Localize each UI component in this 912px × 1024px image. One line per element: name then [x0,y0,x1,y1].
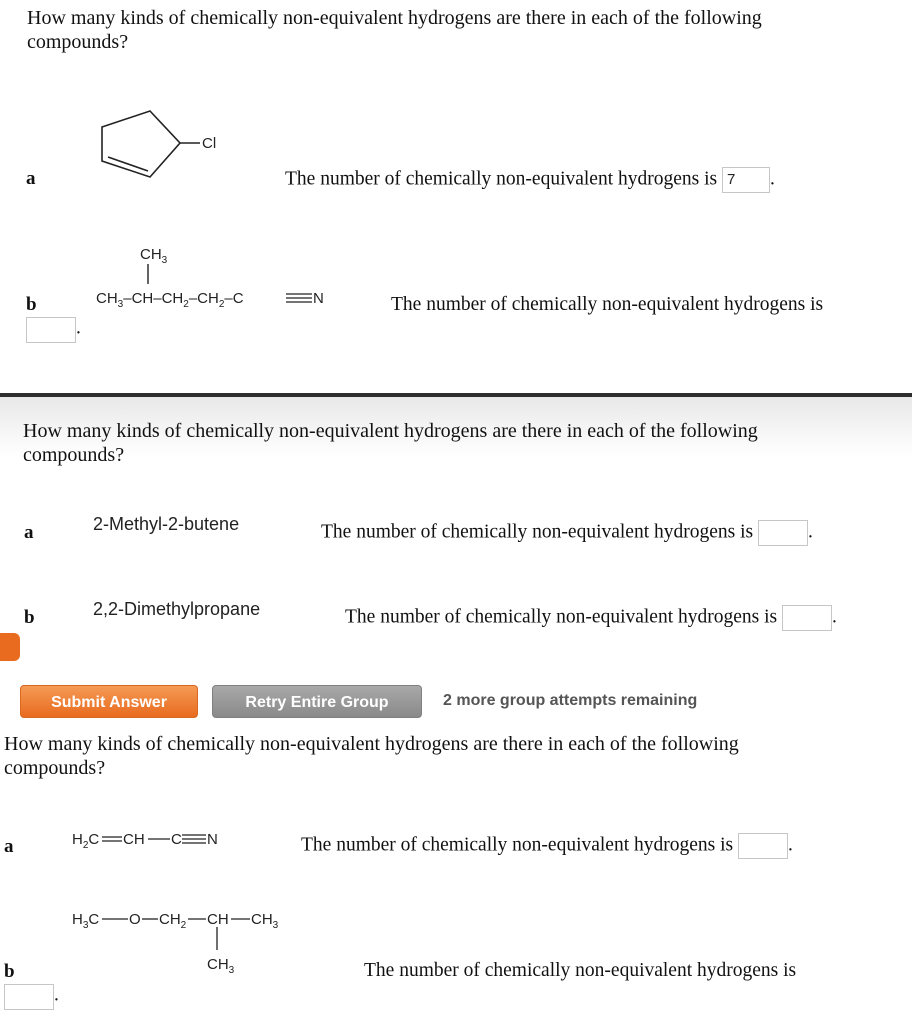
svg-text:H2C: $H_2C$ [72,831,100,851]
part-a-prompt [301,833,793,859]
answer-input-3b[interactable] [4,984,54,1010]
part-a-label: a [4,836,14,857]
attempts-remaining-text: 2 more group attempts remaining [443,692,698,709]
svg-text:CH2: $CH_2$ [159,911,187,931]
question-2-text: How many kinds of chemically non-equivalent hydrogens are there in each of the following compounds? [23,420,758,466]
prompt-text: The number of chemically non-equivalent hydrogens is [321,521,754,543]
svg-text:N: N [207,831,218,848]
chlorocyclopentene-structure [88,105,238,185]
period: . [832,606,837,628]
part-a-prompt [285,167,775,193]
period: . [770,168,775,190]
svg-text:CH: CH [123,831,145,848]
part-a-label: a [26,168,36,189]
retry-entire-group-button[interactable]: Retry Entire Group [212,685,422,718]
orange-side-tab[interactable] [0,633,20,661]
svg-text:N: N [313,290,324,307]
period: . [788,834,793,856]
svg-text:CH3: $CH_3$ [207,956,235,976]
answer-input-1a[interactable]: 7 [722,167,770,193]
submit-answer-button[interactable]: Submit Answer [20,685,198,718]
answer-input-1b[interactable] [26,317,76,343]
answer-input-3a[interactable] [738,833,788,859]
svg-text:C: C [171,831,182,848]
part-b-prompt: The number of chemically non-equivalent hydrogens is [364,960,797,981]
ether-structure-3b [72,906,322,976]
part-a-prompt [321,520,813,546]
question-1-text: How many kinds of chemically non-equivalent hydrogens are there in each of the following compounds? [27,7,762,53]
part-b-label: b [26,294,37,315]
question-3-text: How many kinds of chemically non-equivalent hydrogens are there in each of the following compounds? [4,733,739,779]
prompt-text: The number of chemically non-equivalent hydrogens is [301,834,734,856]
part-b-prompt [345,605,837,631]
compound-name-2b: 2,2-Dimethylpropane [93,599,261,619]
nitrile-structure-1b [94,240,344,315]
svg-text:H3C: $H_3C$ [72,911,100,931]
acrylonitrile-structure [72,826,252,856]
part-b-label: b [4,961,15,982]
svg-text:O: O [129,911,141,928]
part-b-answer-row [4,984,59,1010]
period: . [808,521,813,543]
period: . [54,984,59,1006]
period: . [76,317,81,339]
chlorine-label: Cl [202,135,217,152]
svg-text:CH3: $CH_3$ [140,246,168,266]
answer-input-2b[interactable] [782,605,832,631]
part-b-answer-row [26,317,81,343]
prompt-text: The number of chemically non-equivalent hydrogens is [345,606,778,628]
svg-text:CH3: $CH_3$ [251,911,279,931]
part-b-prompt: The number of chemically non-equivalent hydrogens is [391,294,824,315]
part-b-label: b [24,607,35,628]
compound-name-2a: 2-Methyl-2-butene [93,514,240,534]
svg-text:CH: CH [207,911,229,928]
answer-input-2a[interactable] [758,520,808,546]
part-a-label: a [24,522,34,543]
prompt-text: The number of chemically non-equivalent hydrogens is [285,168,718,190]
svg-text:CH3–CH–CH2–CH2–C: $CH_3-CH-CH_2-CH_2-C$ [96,290,244,310]
